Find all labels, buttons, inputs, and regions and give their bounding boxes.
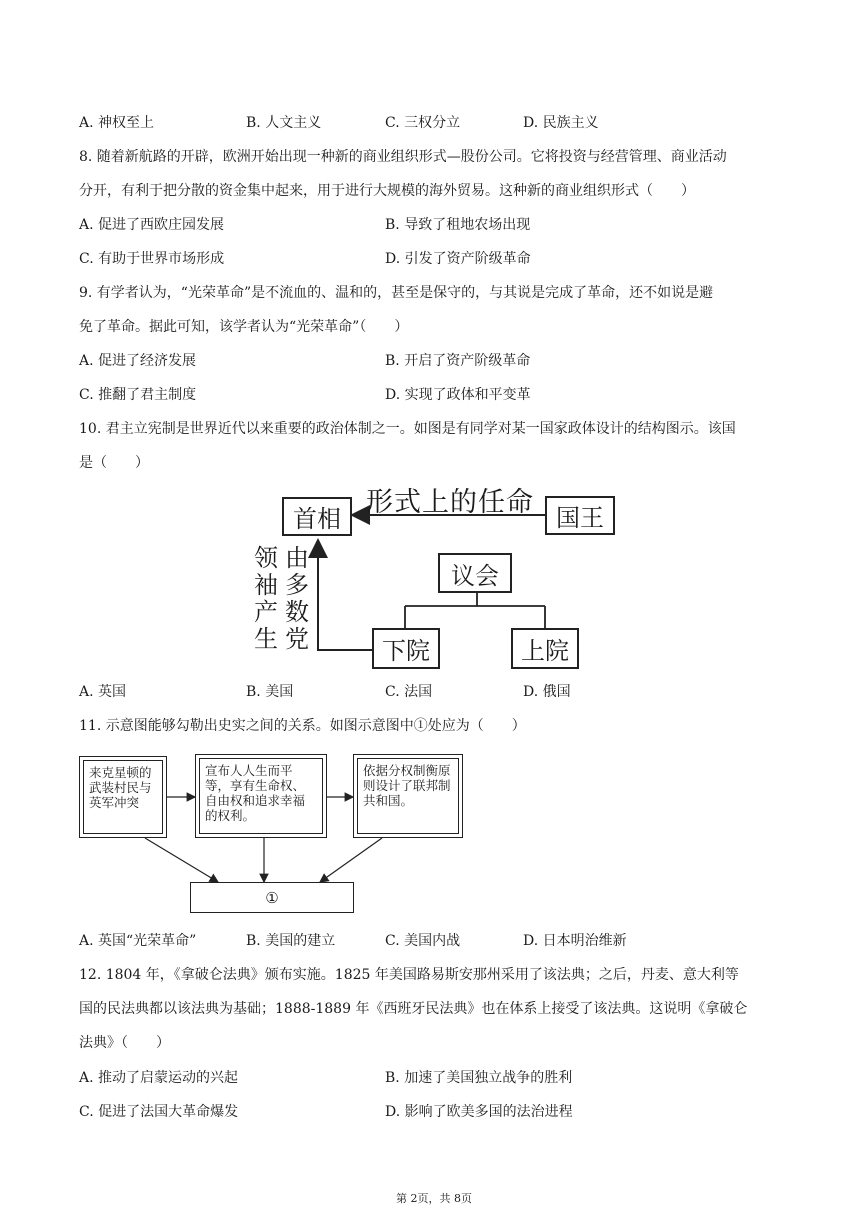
q11-option-a: A. 英国“光荣革命” — [79, 933, 197, 949]
flow-box-constitution — [353, 754, 463, 838]
q10-option-a: A. 英国 — [79, 684, 127, 700]
appoint-label: 形式上的任命 — [366, 487, 534, 518]
q9-option-b: B. 开启了资产阶级革命 — [385, 353, 531, 369]
q12-option-a: A. 推动了启蒙运动的兴起 — [79, 1070, 239, 1086]
flow-arrow-3-target — [320, 838, 382, 882]
q9-stem-line-1: 9. 有学者认为，“光荣革命”是不流血的、温和的，甚至是保守的，与其说是完成了革命，还不如说是避 — [79, 285, 714, 301]
vertical-label-left: 领袖产生 — [254, 544, 278, 653]
prime-minister-box: 首相 — [282, 497, 352, 536]
flow-arrow-1-target — [145, 838, 218, 882]
vertical-label-right: 由多数党 — [285, 544, 309, 653]
parliament-box: 议会 — [438, 553, 512, 593]
q9-option-c: C. 推翻了君主制度 — [79, 387, 197, 403]
q12-option-d: D. 影响了欧美多国的法治进程 — [385, 1104, 573, 1120]
q10-stem-line-1: 10. 君主立宪制是世界近代以来重要的政治体制之一。如图是有同学对某一国家政体设计的结构图示。该国 — [79, 421, 736, 437]
q12-stem-line-2: 国的民法典都以该法典为基础；1888-1889 年《西班牙民法典》也在体系上接受了该法典。这说明《拿破仑 — [79, 1001, 748, 1017]
upper-house-box: 上院 — [511, 628, 579, 669]
q10-option-b: B. 美国 — [246, 684, 294, 700]
q9-option-d: D. 实现了政体和平变革 — [385, 387, 531, 403]
q8-stem-line-1: 8. 随着新航路的开辟，欧洲开始出现一种新的商业组织形式—股份公司。它将投资与经营管理、商业活动 — [79, 149, 727, 165]
q8-option-d: D. 引发了资产阶级革命 — [385, 251, 531, 267]
q9-stem-line-2: 免了革命。据此可知，该学者认为“光荣革命”（ ） — [79, 319, 409, 335]
q11-option-b: B. 美国的建立 — [246, 933, 336, 949]
q12-option-c: C. 促进了法国大革命爆发 — [79, 1104, 239, 1120]
q11-stem: 11. 示意图能够勾勒出史实之间的关系。如图示意图中①处应为（ ） — [79, 718, 526, 734]
q10-option-c: C. 法国 — [385, 684, 433, 700]
q8-option-a: A. 促进了西欧庄园发展 — [79, 217, 225, 233]
q8-option-b: B. 导致了租地农场出现 — [385, 217, 531, 233]
q7-option-d: D. 民族主义 — [523, 115, 599, 131]
q11-option-c: C. 美国内战 — [385, 933, 461, 949]
q12-stem-line-3: 法典》（ ） — [79, 1035, 170, 1051]
flow-box-lexington — [79, 756, 167, 838]
lower-house-box: 下院 — [372, 628, 440, 669]
flow-box-declaration — [195, 754, 327, 838]
flow-box-lexington-text: 来克星顿的武装村民与英军冲突 — [83, 760, 163, 834]
flow-box-constitution-text: 依据分权制衡原则设计了联邦制共和国。 — [357, 758, 459, 834]
q12-stem-line-1: 12. 1804 年，《拿破仑法典》颁布实施。1825 年美国路易斯安那州采用了该法典；之后，丹麦、意大利等 — [79, 967, 739, 983]
q10-stem-line-2: 是（ ） — [79, 455, 149, 471]
q7-option-c: C. 三权分立 — [385, 115, 461, 131]
q12-option-b: B. 加速了美国独立战争的胜利 — [385, 1070, 573, 1086]
q7-option-a: A. 神权至上 — [79, 115, 155, 131]
q9-option-a: A. 促进了经济发展 — [79, 353, 197, 369]
page-footer: 第 2页，共 8页 — [396, 1192, 472, 1205]
flow-box-declaration-text: 宣布人人生而平等，享有生命权、自由权和追求幸福的权利。 — [199, 758, 323, 834]
flow-target-box: ① — [190, 882, 354, 913]
q8-stem-line-2: 分开，有利于把分散的资金集中起来，用于进行大规模的海外贸易。这种新的商业组织形式（ ） — [79, 183, 695, 199]
q7-option-b: B. 人文主义 — [246, 115, 322, 131]
q8-option-c: C. 有助于世界市场形成 — [79, 251, 225, 267]
king-box: 国王 — [545, 496, 615, 535]
q11-option-d: D. 日本明治维新 — [523, 933, 627, 949]
q10-option-d: D. 俄国 — [523, 684, 571, 700]
